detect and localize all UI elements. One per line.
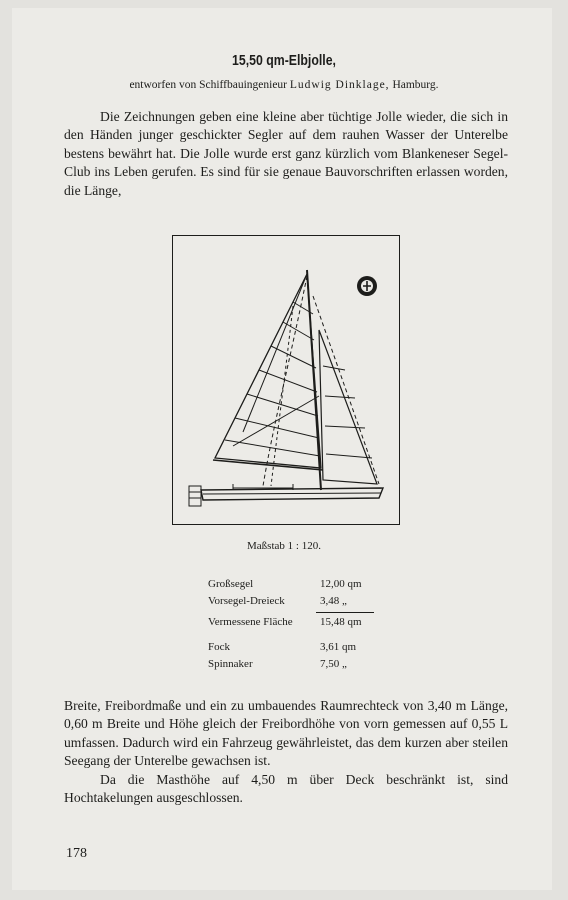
row-label: Vorsegel-Dreieck [208, 595, 285, 607]
intro-paragraph [64, 108, 508, 200]
sum-rule [316, 612, 374, 613]
club-emblem-icon [357, 276, 377, 296]
intro-paragraph-text: Die Zeichnungen geben eine kleine aber tüchtige Jolle wieder, die sich in den Händen junger geschickter Segler auf dem rauhen Wasser der Unterelbe bestens bewährt hat. Die Jolle wurde erst ganz kürzlich vom Blankeneser Segel-Club ins Leben gerufen. Es sind für sie genaue Bauvorschriften erlassen worden, die Länge, [64, 109, 508, 198]
designer-name: Ludwig Dinklage, [289, 79, 390, 91]
row-value: 3,48 „ [320, 595, 347, 607]
row-value: 12,00 qm [320, 578, 362, 590]
row-label: Großsegel [208, 578, 254, 590]
row-value: 7,50 „ [320, 658, 347, 670]
row-label: Fock [208, 641, 230, 653]
table-row [208, 616, 380, 630]
row-value: 3,61 qm [320, 641, 357, 653]
row-label: Vermessene Fläche [208, 616, 293, 628]
page-number: 178 [66, 846, 87, 861]
sail-plan-figure [172, 235, 400, 525]
figure-scale: Maßstab 1 : 120. [247, 540, 321, 552]
subtitle [0, 79, 568, 91]
row-value: 15,48 qm [320, 616, 362, 628]
table-row [208, 641, 380, 655]
row-label: Spinnaker [208, 658, 253, 670]
closing-paragraph-text: Da die Masthöhe auf 4,50 m über Deck beschränkt ist, sind Hochtakelungen ausgeschlossen. [64, 771, 508, 806]
subtitle-place: Hamburg. [392, 79, 439, 91]
page-title: 15,50 qm-Elbjolle, [232, 52, 336, 69]
body-paragraph [64, 697, 508, 807]
table-row [208, 578, 380, 592]
body-paragraph-text: Breite, Freibordmaße und ein zu umbauendes Raumrechteck von 3,40 m Länge, 0,60 m Breite und Höhe gleich der Freibordhöhe von vorn gemessen auf 0,55 L umfassen. Dadurch wird ein Fahrzeug gewährleistet, das dem kurzen aber steilen Seegang der Unterelbe gewachsen ist. [64, 698, 508, 769]
table-row [208, 658, 380, 672]
subtitle-prefix: entworfen von Schiffbauingenieur [129, 79, 287, 91]
table-row [208, 595, 380, 609]
sail-plan-drawing [173, 236, 401, 526]
